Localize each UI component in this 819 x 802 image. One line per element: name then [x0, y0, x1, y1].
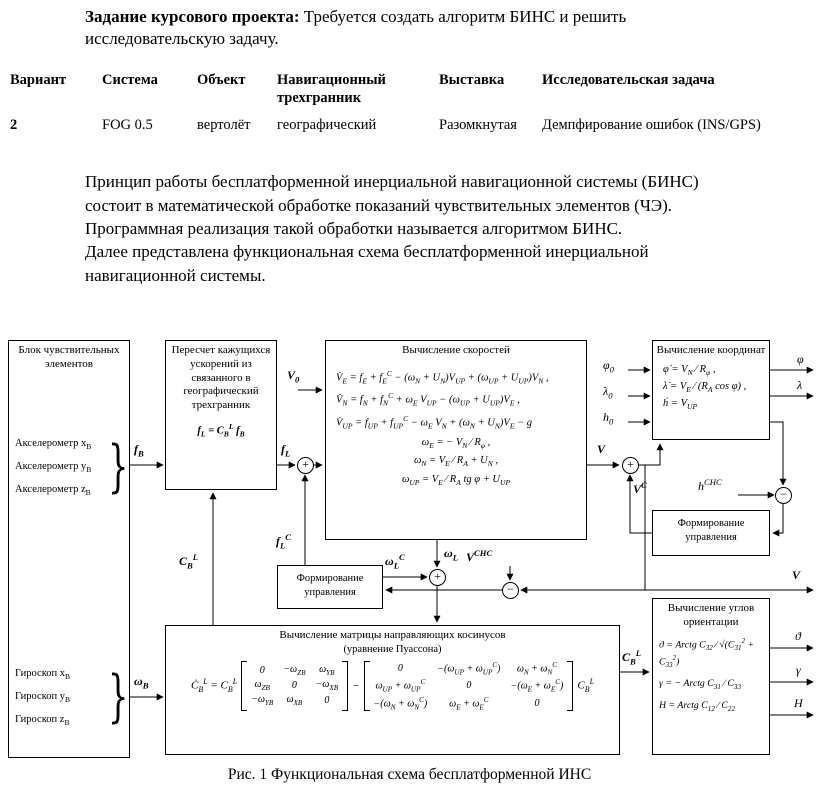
control-block-right	[652, 510, 770, 556]
poisson-lhs: $Ċ_B^L = C_B^L$	[191, 677, 238, 695]
matrix-cell: 0	[324, 695, 330, 707]
right-bracket	[567, 661, 573, 711]
bins-functional-diagram	[0, 332, 819, 778]
diff-v-junction: −	[502, 582, 519, 599]
cell-object: вертолёт	[197, 117, 251, 134]
label-hCHC: $h^{СНС}$	[698, 477, 722, 493]
gyro-brace: }	[108, 662, 129, 730]
table-header-row	[8, 69, 802, 109]
diff-h-junction: −	[775, 487, 792, 504]
matrix-cell: $-(\omega_{UP} + \omega_{UP}^C)$	[437, 660, 501, 677]
omega-up-eq: $\omega_{UP} = V_E$ ∕ $R_A$ tg $\varphi + U_{UP}$	[401, 473, 511, 487]
velocity-eq-east: $V̇_E = f_E + f_E^C - (\omega_N + U_N)V_{UP} + (\omega_{UP} + U_{UP})V_N$ ,	[336, 368, 549, 386]
left-bracket	[241, 661, 247, 711]
label-VCHC: $V^{СНС}$	[466, 548, 493, 564]
label-gamma-out: γ	[796, 663, 801, 677]
poisson-block	[165, 625, 620, 755]
header-system: Система	[102, 71, 158, 88]
matrix-cell: $\omega_{ZB}$	[254, 679, 270, 693]
matrix-cell: 0	[534, 697, 540, 709]
label-lambda0: $\lambda_0$	[603, 384, 613, 401]
variant-table	[8, 69, 802, 136]
label-fB: $f_B$	[134, 442, 144, 459]
matrix-cell: $\omega_{XB}$	[286, 694, 303, 708]
sensor-block-title: Блок чувствительных элементов	[18, 344, 120, 370]
control-middle-title: Формирование управления	[296, 573, 364, 598]
assignment-text: Требуется создать алгоритм БИНС и решить исследовательскую задачу.	[85, 7, 627, 49]
label-V0: $V_0$	[287, 368, 300, 385]
cell-research-task: Демпфирование ошибок (INS/GPS)	[542, 117, 761, 134]
label-H-out: H	[794, 696, 803, 710]
label-VC: $V^C$	[633, 480, 647, 496]
matrix-cell: $\omega_{UP} + \omega_{UP}^C$	[375, 678, 426, 694]
label-CBL-out: $C_B^L$	[622, 648, 642, 667]
label-V: V	[597, 442, 606, 456]
label-fLC: $f_L^C$	[276, 532, 292, 551]
assignment-paragraph	[85, 6, 731, 51]
velocities-title: Вычисление скоростей	[402, 344, 510, 356]
label-fL: $f_L$	[281, 442, 291, 459]
velocities-block	[325, 340, 587, 540]
sensor-block	[8, 340, 130, 758]
table-row	[8, 109, 802, 136]
poisson-minus: −	[352, 679, 360, 692]
pitch-eq: ϑ = Arctg $C_{32}$ ∕ $√(C_{31}^2 + C_{33}^2)$	[659, 636, 755, 670]
matrix-cell: $-\omega_{ZB}$	[283, 664, 306, 678]
label-lambda-out: λ	[797, 378, 803, 392]
poisson-equation	[166, 661, 619, 711]
orientation-title: Вычисление углов ориентации	[667, 602, 755, 628]
matrix-cell: $-(\omega_E + \omega_E^C)$	[510, 678, 564, 694]
gyro-y: Гироскоп $y_B$	[15, 691, 71, 705]
label-V-out: V	[792, 568, 801, 582]
poisson-tail: $C_B^L$	[577, 677, 594, 695]
intro-paragraph-2: Далее представлена функциональная схема бесплатформенной инерциальной навигационной системы.	[85, 242, 649, 285]
right-bracket	[342, 661, 348, 711]
recompute-block	[165, 340, 277, 490]
accelerometer-y: Акселерометр $y_B$	[15, 461, 92, 475]
omega-east-eq: $\omega_E$ = − $V_N$ ∕ $R_\varphi$ ,	[421, 436, 491, 450]
orientation-block	[652, 598, 770, 755]
label-CBL-feedback: $C_B^L$	[179, 552, 199, 571]
poisson-title: Вычисление матрицы направляющих косинусов	[279, 629, 506, 641]
matrix-cell: $-\omega_{YB}$	[251, 694, 274, 708]
header-alignment: Выставка	[439, 71, 505, 88]
label-h0: $h_0$	[603, 410, 614, 427]
header-nav-frame: Навигационный трехгранник	[277, 71, 386, 106]
velocity-eq-up: $V̇_{UP} = f_{UP} + f_{UP}^C - \omega_E$ $V_N + (\omega_N + U_N)V_E - g$	[336, 414, 533, 431]
roll-eq: γ = − Arctg $C_{31}$ ∕ $C_{33}$	[659, 678, 741, 692]
heading-eq: H = Arctg $C_{12}$ ∕ $C_{22}$	[659, 699, 735, 713]
coordinates-title: Вычисление координат	[656, 344, 766, 356]
control-right-title: Формирование управления	[677, 518, 745, 543]
matrix-cell: $\omega_{YB}$	[319, 664, 335, 678]
sum-omega-junction: +	[429, 569, 446, 586]
accelerometer-group	[9, 434, 91, 503]
matrix-cell: $-\omega_{XB}$	[315, 679, 339, 693]
matrix-cell: $\omega_E + \omega_E^C$	[449, 695, 489, 711]
matrix-cell: 0	[259, 665, 265, 677]
control-block-middle	[277, 565, 383, 609]
velocity-eq-north: $V̇_N = f_N + f_N^C + \omega_E$ $V_{UP} - (\omega_{UP} + U_{UP})V_E$ ,	[336, 391, 520, 409]
matrix-cell: 0	[466, 680, 472, 692]
matrix-cell: 0	[291, 680, 297, 692]
sum-fL-junction: +	[297, 457, 314, 474]
recompute-title: Пересчет кажущихся ускорений из связанного в географический трехгранник	[171, 344, 271, 411]
matrix-omega-nav	[374, 661, 564, 711]
matrix-cell: $\omega_N + \omega_N^C$	[516, 660, 558, 677]
left-bracket	[364, 661, 370, 711]
assignment-lead: Задание курсового проекта:	[85, 7, 300, 26]
accel-brace: }	[108, 432, 129, 500]
label-theta-out: ϑ	[795, 629, 801, 643]
label-omegaLC: $\omega_L^C$	[385, 552, 405, 571]
intro-paragraph-1: Принцип работы бесплатформенной инерциальной навигационной системы (БИНС) состоит в математической обработке показаний чувствительных элементов (ЧЭ). Программная реализация такой обработки называется алгоритмом БИНС.	[85, 172, 699, 239]
header-object: Объект	[197, 71, 246, 88]
accelerometer-z: Акселерометр $z_B$	[15, 484, 91, 498]
matrix-cell: $-(\omega_N + \omega_N^C)$	[373, 695, 428, 711]
matrix-cell: 0	[397, 663, 403, 675]
gyro-group	[9, 664, 70, 733]
gyro-z: Гироскоп $z_B$	[15, 714, 70, 728]
cell-system: FOG 0.5	[102, 117, 153, 134]
phi-dot-eq: φ̇ = $V_N$ ∕ $R_\varphi$ ,	[663, 363, 716, 377]
cell-variant: 2	[10, 117, 18, 134]
label-omegaB: $\omega_B$	[134, 674, 149, 691]
header-variant: Вариант	[10, 71, 67, 88]
poisson-subtitle: (уравнение Пуассона)	[343, 643, 442, 655]
figure-caption: Рис. 1 Функциональная схема бесплатформенной ИНС	[227, 766, 592, 783]
coordinates-block	[652, 340, 770, 440]
sum-coords-junction: +	[622, 457, 639, 474]
label-phi-out: φ	[797, 352, 804, 366]
cell-nav-frame: географический	[277, 117, 377, 134]
omega-north-eq: $\omega_N = V_E$ ∕ $R_A + U_N$ ,	[413, 455, 499, 469]
h-dot-eq: ḣ = $V_{UP}$	[663, 398, 698, 412]
label-omegaL: $\omega_L$	[444, 546, 458, 563]
header-research-task: Исследовательская задача	[542, 71, 715, 88]
accelerometer-x: Акселерометр $x_B$	[15, 438, 92, 452]
cell-alignment: Разомкнутая	[439, 117, 517, 134]
lambda-dot-eq: λ̇ = $V_E$ ∕ ($R_A$ cos φ) ,	[663, 380, 747, 395]
matrix-omega-body	[251, 664, 338, 707]
gyro-x: Гироскоп $x_B$	[15, 668, 71, 682]
label-phi0: $\varphi_0$	[603, 358, 614, 375]
recompute-formula: $f_L = C_B^L$ $f_B$	[197, 421, 245, 439]
